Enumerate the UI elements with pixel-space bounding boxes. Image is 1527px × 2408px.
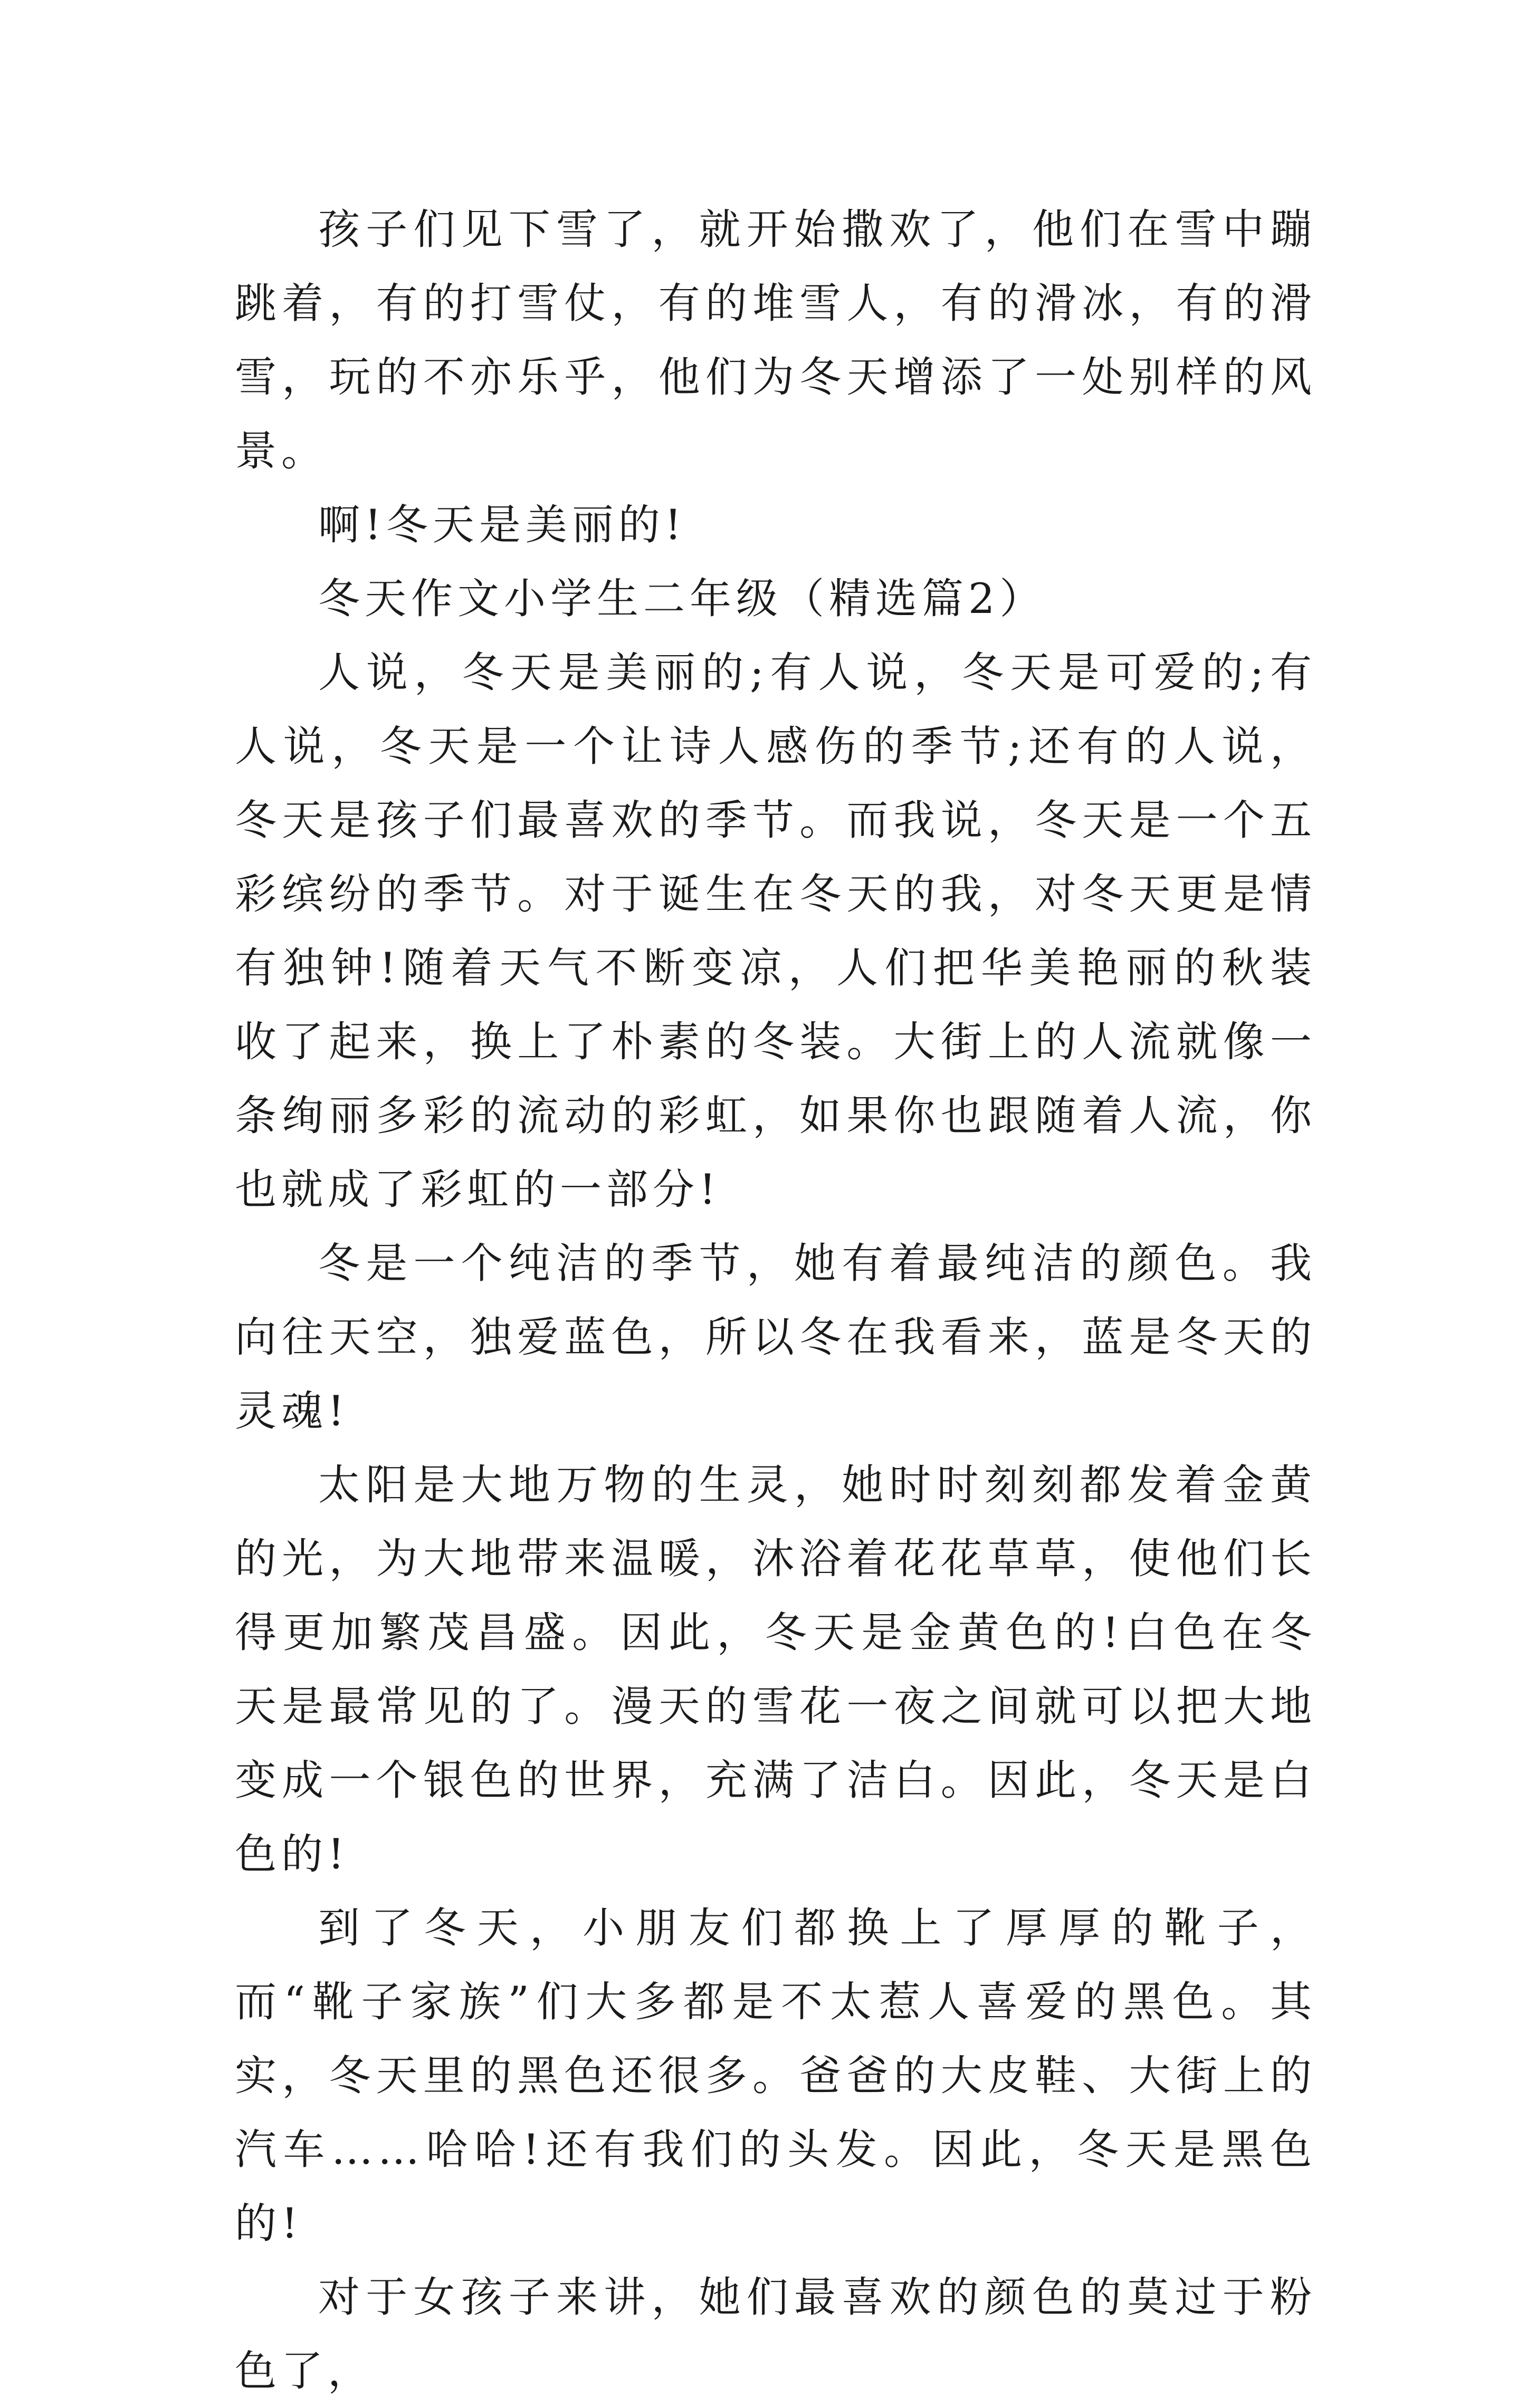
paragraph-pink: 对于女孩子来讲，她们最喜欢的颜色的莫过于粉色了，	[235, 2273, 1316, 2395]
paragraph-black: 到了冬天，小朋友们都换上了厚厚的靴子，而“靴子家族”们大多都是不太惹人喜爱的黑色。其实，冬天里的黑色还很多。爸爸的大皮鞋、大街上的汽车……哈哈!还有我们的头发。因此，冬天是黑色的!	[235, 1904, 1316, 2248]
paragraph-children-snow: 孩子们见下雪了，就开始撒欢了，他们在雪中蹦跳着，有的打雪仗，有的堆雪人，有的滑冰，有的滑雪，玩的不亦乐乎，他们为冬天增添了一处别样的风景。	[235, 205, 1316, 475]
paragraph-exclamation: 啊!冬天是美丽的!	[318, 501, 686, 549]
paragraph-gold-white: 太阳是大地万物的生灵，她时时刻刻都发着金黄的光，为大地带来温暖，沐浴着花花草草，使他们长得更加繁茂昌盛。因此，冬天是金黄色的!白色在冬天是最常见的了。漫天的雪花一夜之间就可以把大地变成一个银色的世界，充满了洁白。因此，冬天是白色的!	[235, 1461, 1316, 1878]
paragraph-blue: 冬是一个纯洁的季节，她有着最纯洁的颜色。我向往天空，独爱蓝色，所以冬在我看来，蓝是冬天的灵魂!	[235, 1239, 1316, 1435]
paragraph-colorful-season: 人说，冬天是美丽的;有人说，冬天是可爱的;有人说，冬天是一个让诗人感伤的季节;还有的人说，冬天是孩子们最喜欢的季节。而我说，冬天是一个五彩缤纷的季节。对于诞生在冬天的我，对冬天更是情有独钟!随着天气不断变凉，人们把华美艳丽的秋装收了起来，换上了朴素的冬装。大街上的人流就像一条绚丽多彩的流动的彩虹，如果你也跟随着人流，你也就成了彩虹的一部分!	[235, 648, 1316, 1214]
article-body	[235, 193, 1316, 2408]
section-title: 冬天作文小学生二年级（精选篇2）	[318, 574, 1046, 623]
